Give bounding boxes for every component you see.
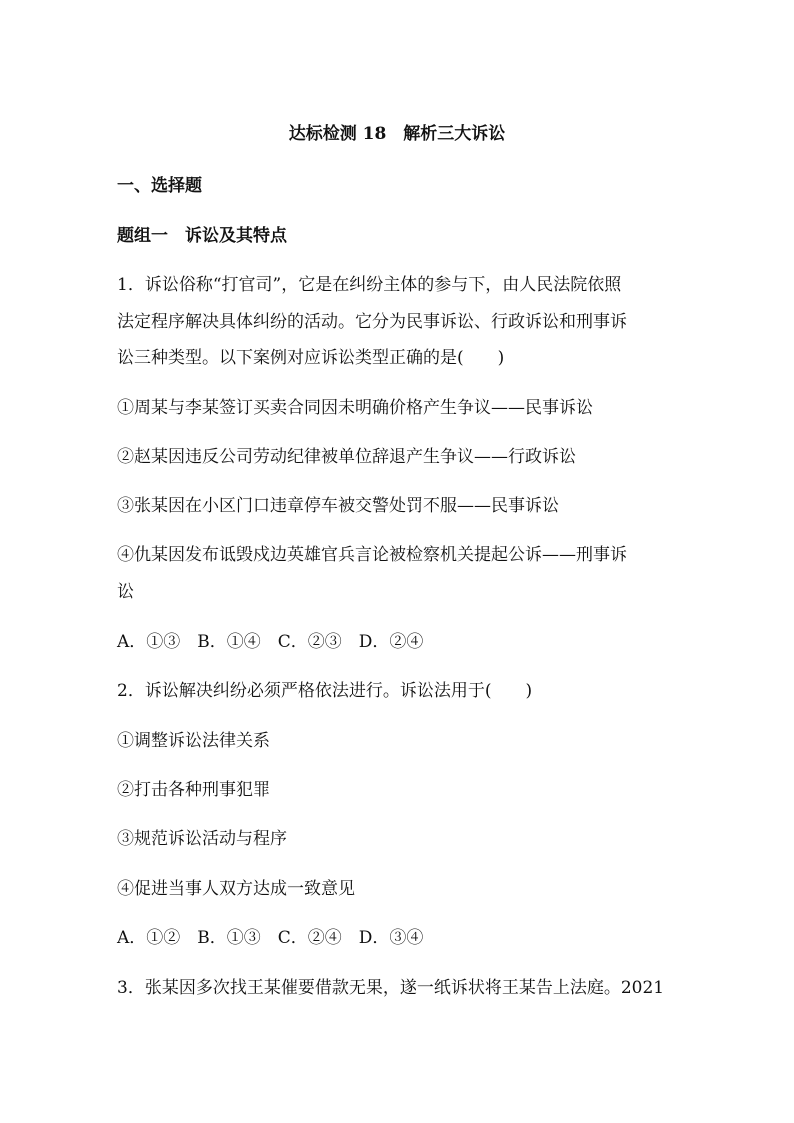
- q1-stem-line3: 讼三种类型。以下案例对应诉讼类型正确的是( ): [117, 348, 505, 368]
- q2-item-2: ②打击各种刑事犯罪: [117, 780, 270, 800]
- q2-item-3: ③规范诉讼活动与程序: [117, 829, 287, 849]
- page-title: 达标检测 18 解析三大诉讼: [288, 124, 506, 144]
- q2-item-1: ①调整诉讼法律关系: [117, 731, 270, 751]
- q1-options: A．①③ B．①④ C．②③ D．②④: [117, 632, 424, 652]
- q1-stem-line2: 法定程序解决具体纠纷的活动。它分为民事诉讼、行政诉讼和刑事诉: [117, 312, 627, 332]
- q3-stem-line1: 3．张某因多次找王某催要借款无果，遂一纸诉状将王某告上法庭。2021: [117, 978, 665, 998]
- q1-item-2: ②赵某因违反公司劳动纪律被单位辞退产生争议——行政诉讼: [117, 447, 576, 467]
- q1-item-1: ①周某与李某签订买卖合同因未明确价格产生争议——民事诉讼: [117, 398, 593, 418]
- q2-item-4: ④促进当事人双方达成一致意见: [117, 879, 355, 899]
- q2-stem: 2．诉讼解决纠纷必须严格依法进行。诉讼法用于( ): [117, 681, 533, 701]
- q1-item-4-line1: ④仇某因发布诋毁戍边英雄官兵言论被检察机关提起公诉——刑事诉: [117, 545, 627, 565]
- q1-item-4-line2: 讼: [117, 582, 134, 602]
- group-heading: 题组一 诉讼及其特点: [117, 226, 287, 246]
- section-heading: 一、选择题: [117, 176, 202, 196]
- q1-item-3: ③张某因在小区门口违章停车被交警处罚不服——民事诉讼: [117, 496, 559, 516]
- q2-options: A．①② B．①③ C．②④ D．③④: [117, 928, 424, 948]
- q1-stem-line1: 1．诉讼俗称“打官司”，它是在纠纷主体的参与下，由人民法院依照: [117, 275, 622, 295]
